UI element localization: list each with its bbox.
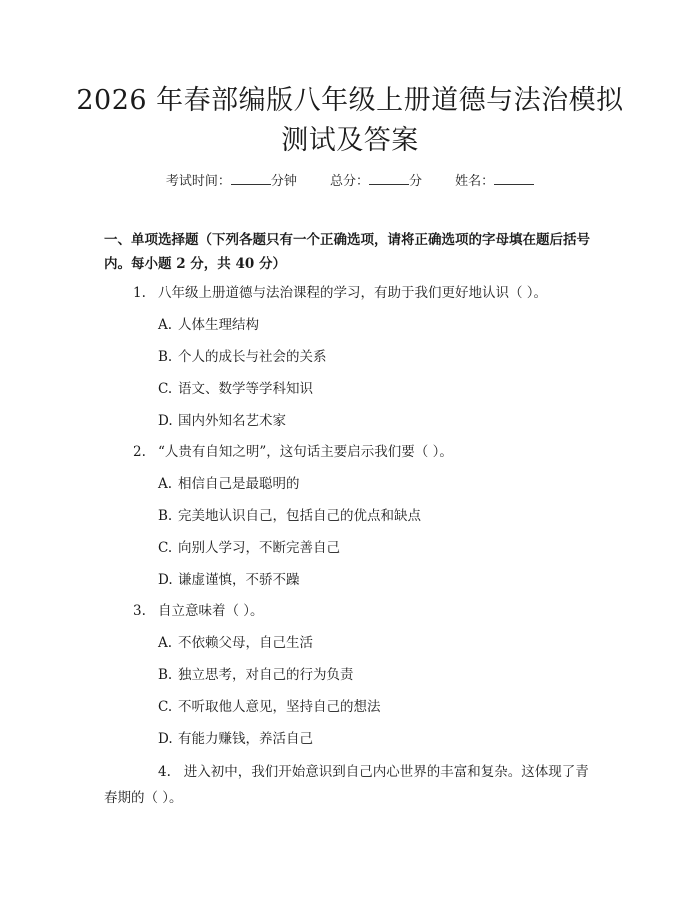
question-number: 4. xyxy=(158,764,171,780)
question-text: 八年级上册道德与法治课程的学习，有助于我们更好地认识（ ）。 xyxy=(158,285,548,301)
option-letter: C. xyxy=(158,699,173,715)
option-letter: C. xyxy=(158,540,173,556)
question-2-option-b xyxy=(158,505,421,527)
option-text: 人体生理结构 xyxy=(178,317,259,333)
exam-time-label: 考试时间： xyxy=(165,174,231,189)
question-2-option-d xyxy=(158,569,300,591)
question-number: 1. xyxy=(133,285,146,301)
question-text: “人贵有自知之明”，这句话主要启示我们要（ ）。 xyxy=(158,444,453,460)
option-text: 谦虚谨慎，不骄不躁 xyxy=(178,572,300,588)
option-letter: B. xyxy=(158,349,173,365)
option-text: 国内外知名艺术家 xyxy=(178,413,286,429)
option-letter: D. xyxy=(158,572,173,588)
question-number: 3. xyxy=(133,603,146,619)
option-text: 不听取他人意见，坚持自己的想法 xyxy=(178,699,381,715)
option-letter: A. xyxy=(158,635,173,651)
option-letter: A. xyxy=(158,317,173,333)
section-heading: 一、单项选择题（下列各题只有一个正确选项，请将正确选项的字母填在题后括号内。每小题 2 分，共 40 分） xyxy=(104,232,590,272)
option-text: 有能力赚钱，养活自己 xyxy=(178,731,313,747)
option-text: 个人的成长与社会的关系 xyxy=(178,349,327,365)
option-letter: D. xyxy=(158,731,173,747)
option-text: 向别人学习，不断完善自己 xyxy=(178,540,340,556)
exam-time-blank xyxy=(231,172,271,185)
option-text: 语文、数学等学科知识 xyxy=(178,381,313,397)
question-number: 2. xyxy=(133,444,146,460)
document-title-line-2: 测试及答案 xyxy=(281,125,419,156)
question-1-option-a xyxy=(158,314,259,336)
option-text: 完美地认识自己，包括自己的优点和缺点 xyxy=(178,508,421,524)
question-4 xyxy=(104,759,594,811)
option-letter: C. xyxy=(158,381,173,397)
question-2-option-a xyxy=(158,473,300,495)
total-score-label: 总分： xyxy=(329,174,369,189)
name-label: 姓名： xyxy=(455,174,495,189)
total-score-blank xyxy=(369,172,409,185)
question-1-option-b xyxy=(158,346,327,368)
exam-time-unit: 分钟 xyxy=(270,174,297,189)
total-score-unit: 分 xyxy=(409,174,423,189)
question-text: 自立意味着（ ）。 xyxy=(158,603,264,619)
question-2-option-c xyxy=(158,537,340,559)
option-text: 相信自己是最聪明的 xyxy=(178,476,300,492)
question-3-option-d xyxy=(158,728,313,750)
option-letter: A. xyxy=(158,476,173,492)
question-1-option-c xyxy=(158,378,313,400)
option-letter: B. xyxy=(158,667,173,683)
question-3-option-b xyxy=(158,664,354,686)
question-3-option-c xyxy=(158,696,381,718)
exam-info-line xyxy=(0,170,700,189)
document-title-line-1: 2026 年春部编版八年级上册道德与法治模拟 xyxy=(76,85,624,116)
option-text: 不依赖父母，自己生活 xyxy=(178,635,313,651)
question-1-option-d xyxy=(158,410,286,432)
option-letter: B. xyxy=(158,508,173,524)
option-text: 独立思考，对自己的行为负责 xyxy=(178,667,354,683)
name-blank xyxy=(494,172,534,185)
option-letter: D. xyxy=(158,413,173,429)
question-3-option-a xyxy=(158,632,313,654)
question-text: 进入初中，我们开始意识到自己内心世界的丰富和复杂。这体现了青春期的（ ）。 xyxy=(104,764,589,806)
